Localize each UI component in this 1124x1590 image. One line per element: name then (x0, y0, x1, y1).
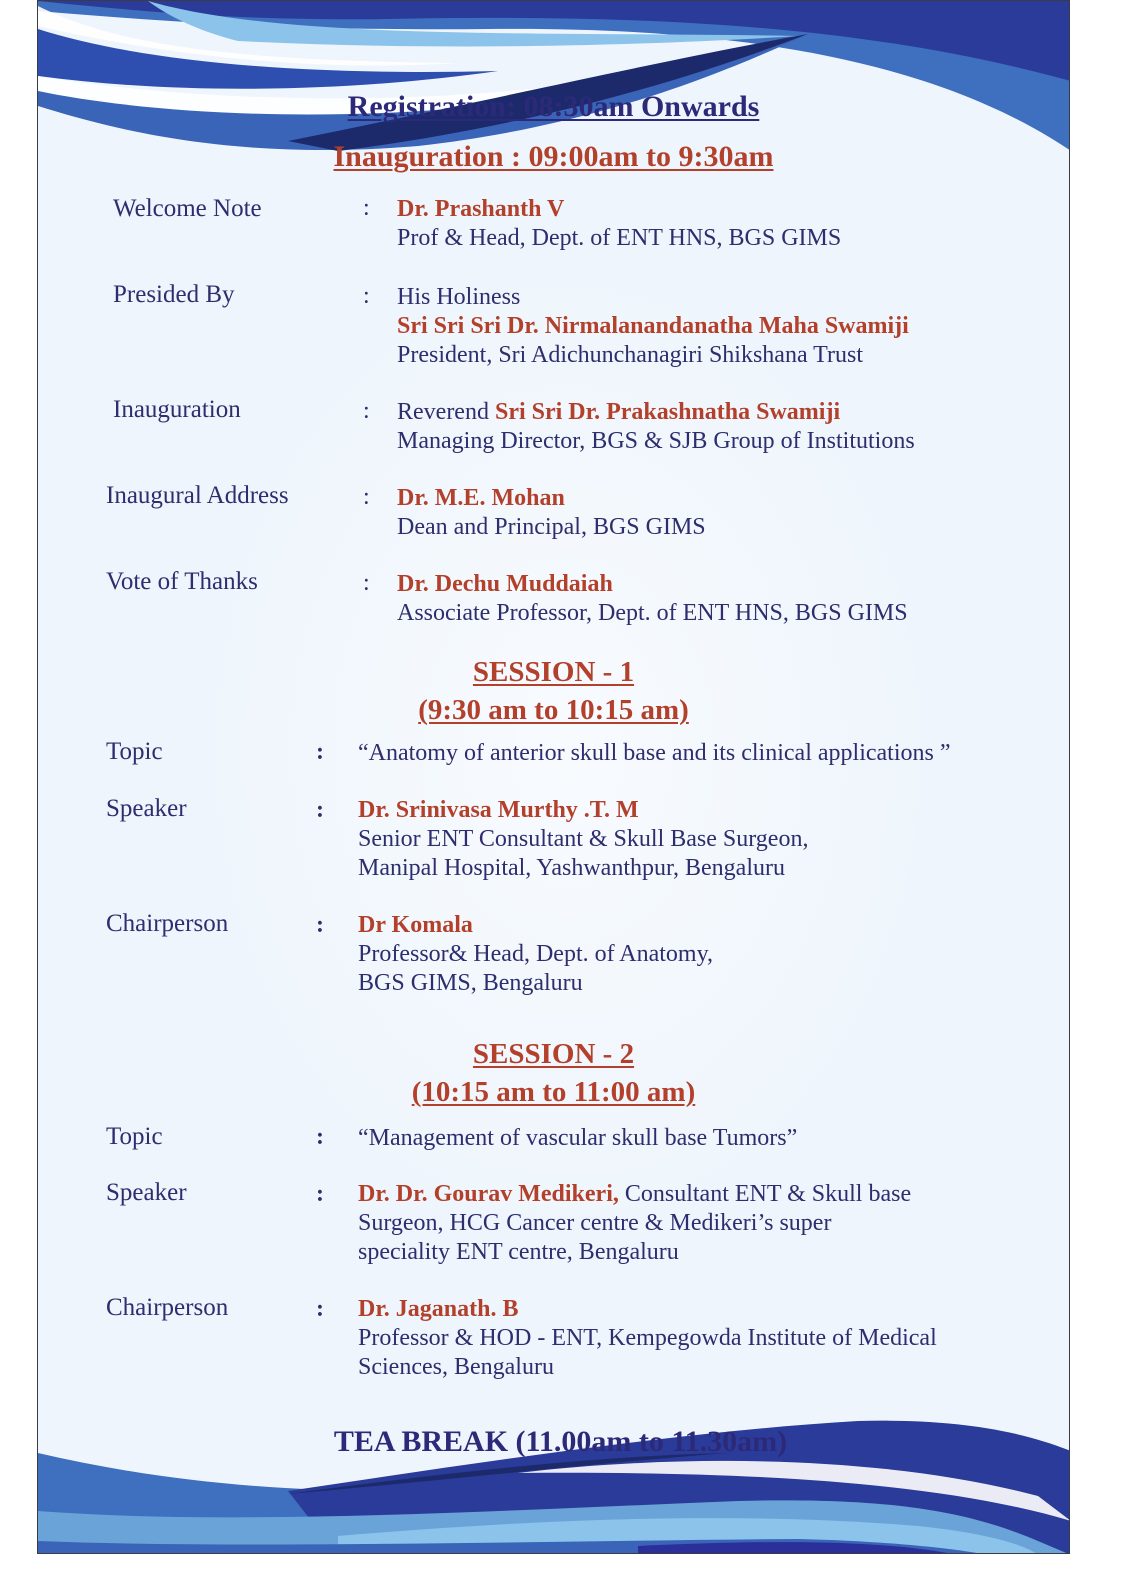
session-time: (9:30 am to 10:15 am) (418, 694, 689, 726)
topic-text: “Anatomy of anterior skull base and its clinical applications ” (358, 740, 951, 766)
agenda-card (37, 0, 1070, 1554)
row-label: Inaugural Address (106, 482, 289, 509)
person-title: Dean and Principal, BGS GIMS (397, 514, 706, 540)
row-label: Inauguration (113, 396, 241, 423)
separator: : (316, 1296, 324, 1322)
topic-label: Topic (106, 1123, 163, 1150)
chairperson-title-line: BGS GIMS, Bengaluru (358, 970, 583, 996)
speaker-title-line: Surgeon, HCG Cancer centre & Medikeri’s super (358, 1210, 832, 1236)
separator: : (316, 797, 324, 823)
row-value (397, 195, 841, 253)
speaker-details (358, 1180, 911, 1267)
chairperson-title-line: Sciences, Bengaluru (358, 1354, 554, 1380)
topic-label: Topic (106, 738, 163, 765)
row-label: Presided By (113, 281, 235, 308)
row-value (397, 283, 909, 370)
person-title: Prof & Head, Dept. of ENT HNS, BGS GIMS (397, 225, 842, 251)
person-title: Associate Professor, Dept. of ENT HNS, BGS GIMS (397, 600, 908, 626)
honorific: His Holiness (397, 284, 521, 310)
row-value (397, 570, 908, 628)
speaker-title-line: speciality ENT centre, Bengaluru (358, 1239, 679, 1265)
speaker-label: Speaker (106, 1179, 187, 1206)
row-value (397, 398, 915, 456)
registration-heading: Registration: 08:30am Onwards (347, 90, 760, 123)
person-title: President, Sri Adichunchanagiri Shikshana Trust (397, 342, 863, 368)
topic-text: “Management of vascular skull base Tumors” (358, 1125, 798, 1151)
chairperson-label: Chairperson (106, 910, 229, 937)
speaker-title-inline: Consultant ENT & Skull base (618, 1181, 912, 1207)
session-title: SESSION - 2 (472, 1038, 635, 1070)
inauguration-heading: Inauguration : 09:00am to 9:30am (333, 140, 774, 173)
chairperson-details (358, 1295, 937, 1382)
separator: : (363, 484, 370, 510)
separator: : (316, 912, 324, 938)
chairperson-name: Dr Komala (358, 912, 473, 938)
row-value (397, 484, 706, 542)
speaker-name: Dr. Dr. Gourav Medikeri, (358, 1181, 619, 1207)
session-time: (10:15 am to 11:00 am) (411, 1076, 696, 1108)
speaker-name: Dr. Srinivasa Murthy .T. M (358, 797, 639, 823)
session-title: SESSION - 1 (472, 656, 635, 688)
speaker-label: Speaker (106, 795, 187, 822)
bottom-wave-decoration (38, 1401, 1070, 1554)
row-label: Welcome Note (113, 195, 262, 222)
chairperson-details (358, 911, 713, 998)
speaker-details (358, 796, 808, 883)
tea-break-heading: TEA BREAK (11.00am to 11.30am) (333, 1425, 788, 1458)
speaker-title-line: Manipal Hospital, Yashwanthpur, Bengaluru (358, 855, 785, 881)
speaker-title-line: Senior ENT Consultant & Skull Base Surgeon, (358, 826, 809, 852)
person-name: Sri Sri Dr. Prakashnatha Swamiji (494, 399, 841, 425)
person-title: Managing Director, BGS & SJB Group of Institutions (397, 428, 915, 454)
honorific: Reverend (397, 399, 495, 425)
chairperson-name: Dr. Jaganath. B (358, 1296, 519, 1322)
separator: : (363, 570, 370, 596)
person-name: Dr. Dechu Muddaiah (397, 571, 613, 597)
chairperson-label: Chairperson (106, 1294, 229, 1321)
person-name: Dr. M.E. Mohan (397, 485, 565, 511)
separator: : (316, 739, 324, 765)
separator: : (363, 398, 370, 424)
separator: : (363, 283, 370, 309)
chairperson-title-line: Professor& Head, Dept. of Anatomy, (358, 941, 714, 967)
separator: : (363, 195, 370, 221)
person-name: Sri Sri Sri Dr. Nirmalanandanatha Maha Swamiji (397, 313, 909, 339)
separator: : (316, 1181, 324, 1207)
separator: : (316, 1124, 324, 1150)
person-name: Dr. Prashanth V (397, 196, 565, 222)
chairperson-title-line: Professor & HOD - ENT, Kempegowda Institute of Medical (358, 1325, 937, 1351)
row-label: Vote of Thanks (106, 568, 258, 595)
